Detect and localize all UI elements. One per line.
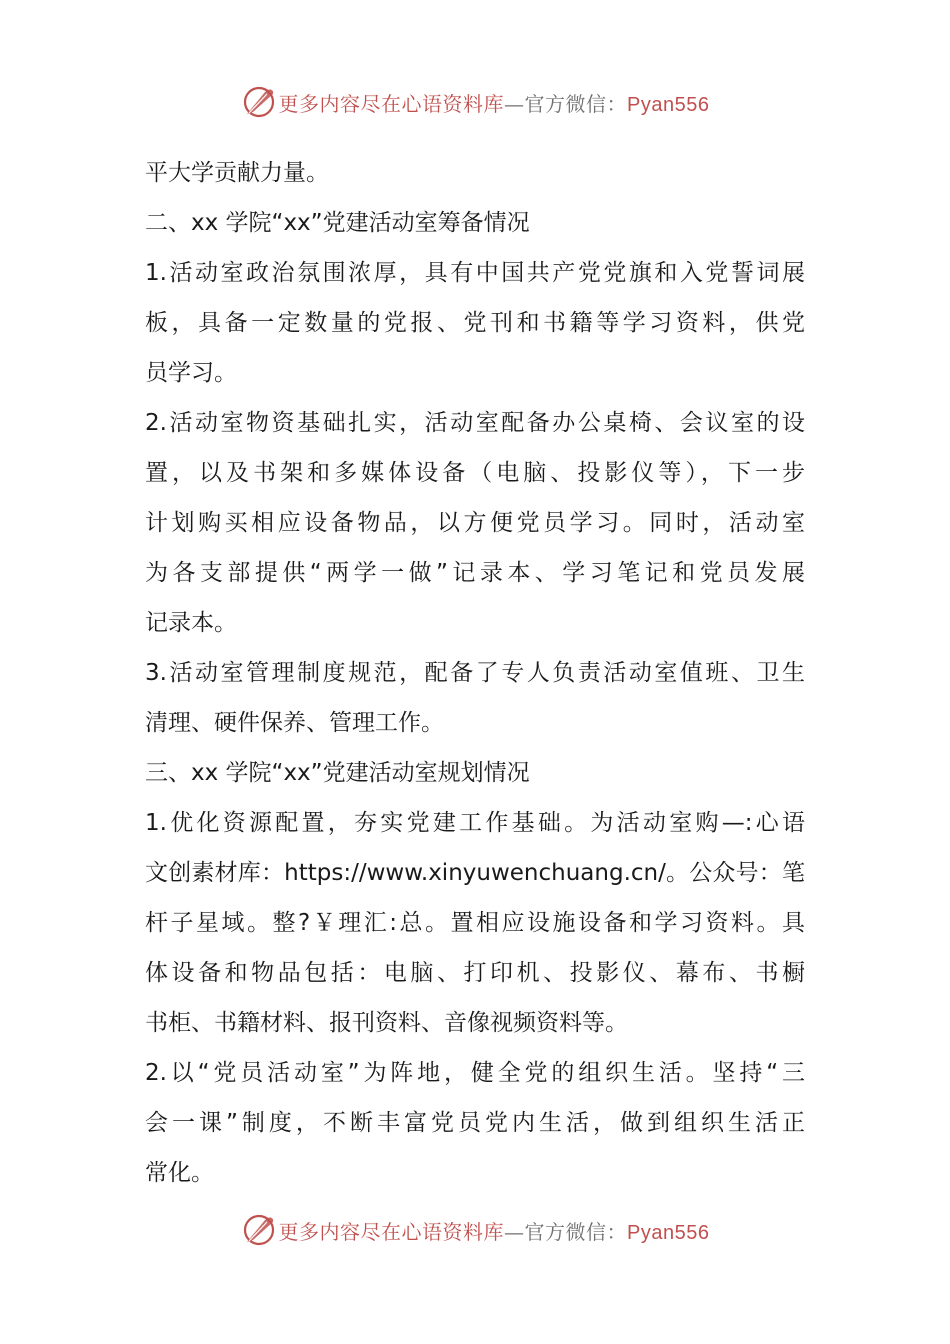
quill-logo-icon <box>241 84 277 120</box>
text-line: 文创素材库：https://www.xinyuwenchuang.cn/。公众号：笔 <box>145 860 805 886</box>
watermark-label: 官方微信： <box>524 1219 628 1244</box>
text-line: 员学习。 <box>145 360 237 386</box>
text-line: 记录本。 <box>145 610 237 636</box>
watermark-label: 官方微信： <box>524 91 628 116</box>
text-line: 计划购买相应设备物品，以方便党员学习。同时，活动室 <box>145 510 805 536</box>
text-line: 1.优化资源配置，夯实党建工作基础。为活动室购—:心语 <box>145 810 805 836</box>
text-line: 1.活动室政治氛围浓厚，具有中国共产党党旗和入党誓词展 <box>145 260 805 286</box>
text-line: 平大学贡献力量。 <box>145 160 329 186</box>
text-line: 为各支部提供“两学一做”记录本、学习笔记和党员发展 <box>145 560 805 586</box>
text-line: 杆子星域。整?￥理汇:总。置相应设施设备和学习资料。具 <box>145 910 805 936</box>
footer-watermark <box>0 1210 950 1250</box>
watermark-handle: Pyan556 <box>627 93 710 116</box>
watermark-handle: Pyan556 <box>627 1221 710 1244</box>
text-line: 会一课”制度，不断丰富党员党内生活，做到组织生活正 <box>145 1110 805 1136</box>
text-line: 二、xx 学院“xx”党建活动室筹备情况 <box>145 210 530 236</box>
text-line: 书柜、书籍材料、报刊资料、音像视频资料等。 <box>145 1010 628 1036</box>
document-body <box>145 148 805 1198</box>
text-line: 2.活动室物资基础扎实，活动室配备办公桌椅、会议室的设 <box>145 410 805 436</box>
watermark-main: 更多内容尽在心语资料库 <box>278 1219 505 1244</box>
text-line: 三、xx 学院“xx”党建活动室规划情况 <box>145 760 530 786</box>
watermark-dash: — <box>504 1219 525 1244</box>
text-line: 3.活动室管理制度规范，配备了专人负责活动室值班、卫生 <box>145 660 805 686</box>
quill-logo-icon <box>241 1212 277 1248</box>
text-line: 置，以及书架和多媒体设备（电脑、投影仪等），下一步 <box>145 460 805 486</box>
header-watermark <box>0 82 950 122</box>
watermark-main: 更多内容尽在心语资料库 <box>278 91 505 116</box>
text-line: 体设备和物品包括：电脑、打印机、投影仪、幕布、书橱 <box>145 960 805 986</box>
text-line: 板，具备一定数量的党报、党刊和书籍等学习资料，供党 <box>145 310 805 336</box>
watermark-dash: — <box>504 91 525 116</box>
text-line: 2.以“党员活动室”为阵地，健全党的组织生活。坚持“三 <box>145 1060 805 1086</box>
text-line: 常化。 <box>145 1160 214 1186</box>
text-line: 清理、硬件保养、管理工作。 <box>145 710 444 736</box>
